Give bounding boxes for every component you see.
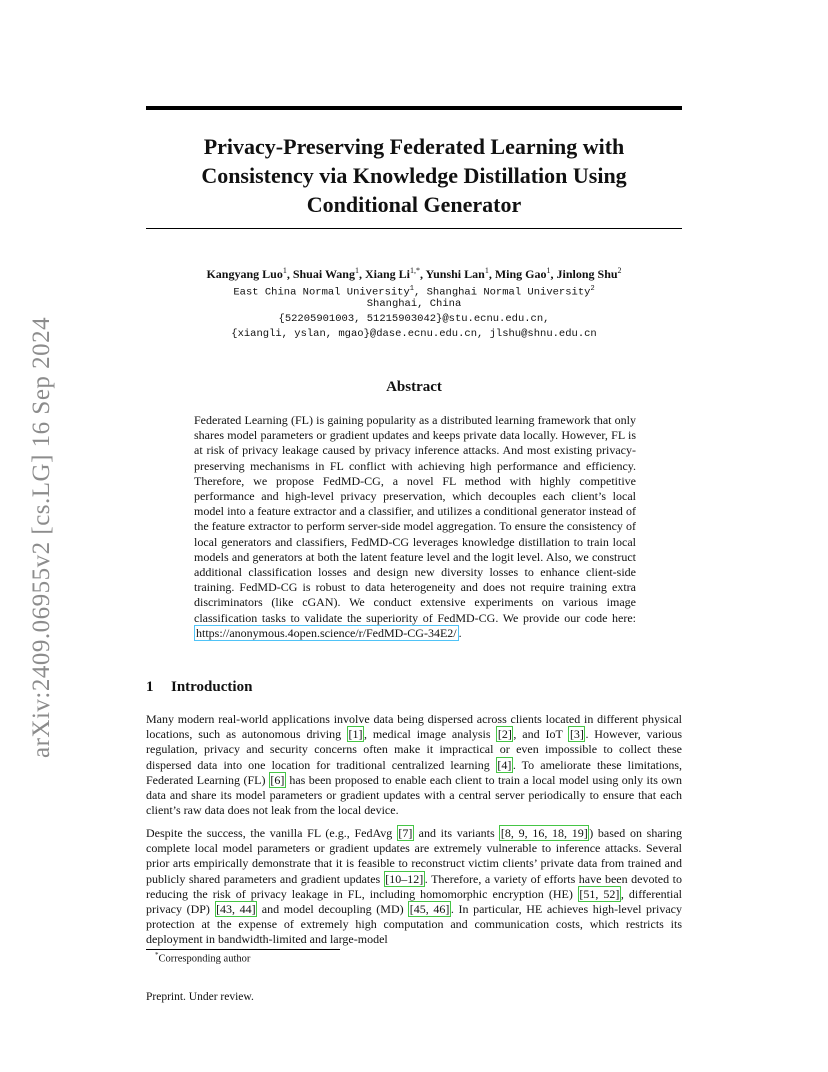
author-name: Jinlong Shu (556, 267, 618, 281)
title-line: Conditional Generator (306, 192, 522, 217)
author-affiliation-mark: 1 (354, 266, 359, 275)
author-name: Kangyang Luo (206, 267, 283, 281)
title-line: Consistency via Knowledge Distillation Using (201, 163, 627, 188)
affiliation-sup: 1 (409, 285, 414, 293)
affiliation-shnu: Shanghai Normal University (426, 286, 591, 299)
citation-link[interactable]: [8, 9, 16, 18, 19] (500, 826, 588, 840)
author-list: Kangyang Luo$^1$, Shuai Wang$^1$, Xiang $Li^{1,*}$, Yunshi Lan$^1$, Ming Gao$^1$, Jinlong Shu$^2$ (206, 266, 622, 281)
citation-link[interactable]: [10–12] (385, 871, 424, 886)
abstract-text: Federated Learning (FL) is gaining popularity as a distributed learning framework that only shares model parameters or gradient updates and keeps private data locally. However, FL is at risk of privacy leakage caused by privacy inference attacks. And most existing privacy-preserving mechanisms in FL conflict with achieving high performance and efficiency. Therefore, we propose FedMD-CG, a novel FL method with highly competitive performance and high-level privacy preservation, which decouples each client’s local model into a feature extractor and a classifier, and utilizes a conditional generator instead of the feature extractor to perform server-side model aggregation. To ensure the consistency of local generators and classifiers, FedMD-CG leverages knowledge distillation to train local models and generators at both the latent feature level and the logit level. Also, we construct additional classification losses and design new diversity losses to enhance client-side training. FedMD-CG is robust to data heterogeneity and does not require training extra discriminators (like cGAN). We conduct extensive experiments on various image classification tasks to validate the superiority of FedMD-CG. We provide our code here: (194, 413, 636, 625)
title-rule-bottom (146, 228, 682, 229)
citation-link[interactable]: [45, 46] (409, 902, 450, 917)
affiliation-location: Shanghai, China (366, 298, 462, 310)
author-affiliation-mark: 1,* (409, 266, 420, 275)
citation-link[interactable]: [43, 44] (216, 902, 256, 917)
author-affiliation-mark: 1 (546, 266, 551, 275)
author-name: Shuai Wang (292, 267, 355, 281)
footnote-mark: * (155, 951, 159, 959)
citation-link[interactable]: [6] (270, 772, 285, 787)
citation-link[interactable]: [51, 52] (579, 886, 620, 901)
footnote-rule (146, 949, 340, 950)
author-name: Xiang Li (364, 267, 410, 281)
affiliation-separator: , (414, 286, 427, 299)
citation-link[interactable]: [2] (497, 727, 512, 742)
abstract-body (194, 413, 636, 641)
footnote-text: Corresponding author (158, 953, 251, 965)
author-name: Ming Gao (494, 267, 547, 281)
author-affiliation-mark: 1 (484, 266, 489, 275)
section-number: 1 (146, 679, 154, 695)
abstract-heading: Abstract (386, 379, 442, 395)
author-affiliation-mark: 1 (282, 266, 287, 275)
section-title: Introduction (171, 679, 253, 695)
author-affiliation-mark: 2 (617, 266, 622, 275)
title-rule-top (146, 106, 682, 110)
paper-title (146, 132, 682, 219)
author-name: Yunshi Lan (425, 267, 485, 281)
author-emails: {xiangli, yslan, mgao}@dase.ecnu.edu.cn, jlshu@shnu.edu.cn (231, 328, 597, 340)
citation-link[interactable]: [7] (398, 826, 413, 840)
arxiv-identifier: arXiv:2409.06955v2 [cs.LG] 16 Sep 2024 (28, 316, 55, 758)
preprint-notice: Preprint. Under review. (146, 991, 254, 1003)
citation-link[interactable]: [3] (569, 727, 584, 742)
intro-paragraph-1: Many modern real-world applications involve data being dispersed across clients located in different physical locations, such as autonomous driving [1] , medical image analysis [2] , and IoT [3] . However, various regulation, privacy and security concerns often make it impractical or even impossible to collect these dispersed data into one location for traditional centralized learning [4] . To ameliorate these limitations, Federated Learning (FL) [6] has been proposed to enable each client to train a local model using only its own data and share its model parameters or gradient updates with a central server periodically to ensure that each client’s raw data does not leak from the local device. (146, 712, 682, 818)
section-heading (146, 679, 252, 696)
title-line: Privacy-Preserving Federated Learning with (203, 134, 625, 159)
affiliation-ecnu: East China Normal University (233, 286, 410, 299)
code-link[interactable]: https://anonymous.4open.science/r/FedMD-CG-34E2/ (196, 625, 457, 640)
abstract-end: . (458, 625, 462, 640)
affiliation-sup: 2 (590, 285, 595, 293)
intro-paragraph-2: Despite the success, the vanilla FL (e.g., FedAvg [7] and its variants [8, 9, 16, 18, 19] ) based on sharing complete local model parameters or gradient updates are extremely vulnerable to inference attacks. Several prior arts empirically demonstrate that it is feasible to reconstruct victim clients’ private data from trained and publicly shared parameters and gradient updates [10–12] . Therefore, a variety of efforts have been devoted to reducing the risk of privacy leakage in FL, including homomorphic encryption (HE) [51, 52] , differential privacy (DP) [43, 44] and model decoupling (MD) [45, 46] . In particular, HE achieves high-level privacy protection at the expense of extremely high computation and communication costs, which restricts its deployment in bandwidth-limited and large-model (146, 826, 683, 947)
citation-link[interactable]: [1] (348, 727, 363, 742)
citation-link[interactable]: [4] (497, 757, 512, 772)
author-emails: {52205901003, 51215903042}@stu.ecnu.edu.cn, (278, 313, 550, 325)
footnote (155, 951, 250, 965)
